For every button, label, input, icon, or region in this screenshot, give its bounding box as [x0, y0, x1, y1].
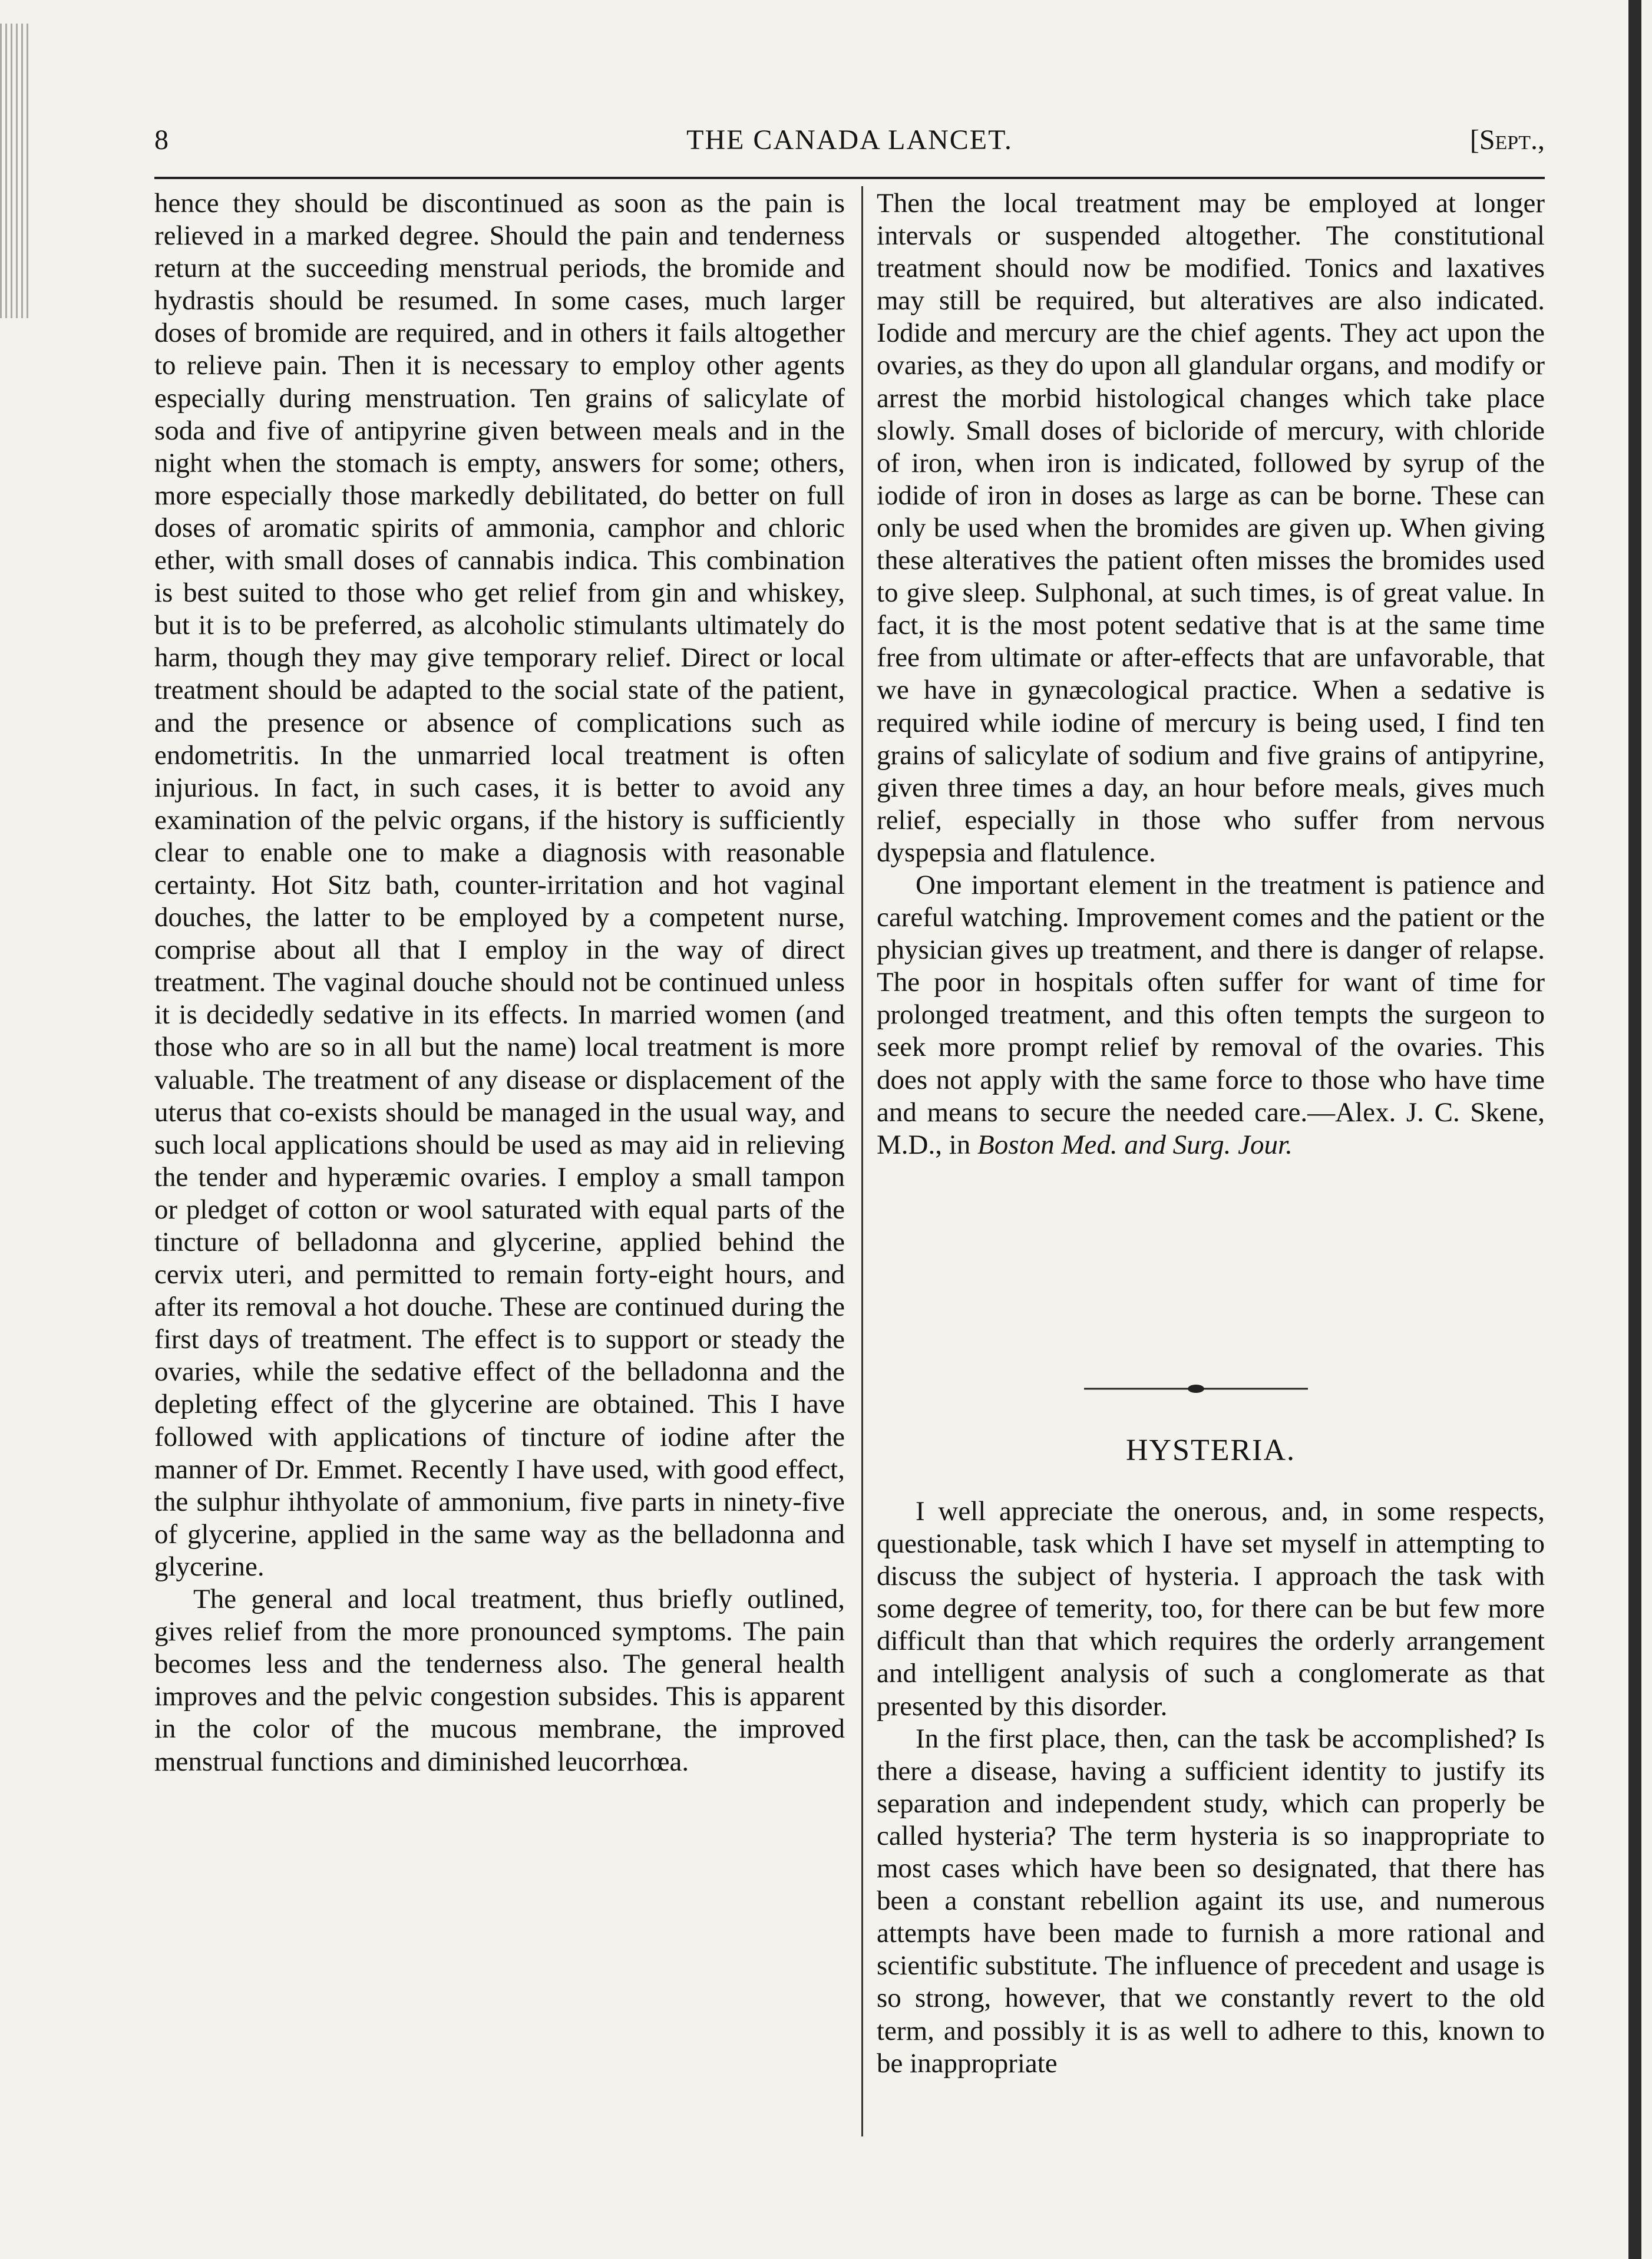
- left-column: [154, 187, 845, 1778]
- left-paragraph-2: The general and local treatment, thus briefly outlined, gives relief from the more pronounced symptoms. The pain becomes less and the tenderness also. The general health improves and the pelvic congestion subsides. This is apparent in the color of the mucous membrane, the improved menstrual functions and diminished leucorrhœa.: [154, 1584, 845, 1777]
- hysteria-paragraph-2: In the first place, then, can the task be accomplished? Is there a disease, having a sufficient identity to justify its separation and independent study, which can properly be called hysteria? The term hysteria is so inappropriate to most cases which have been so designated, that there has been a constant rebellion againt its use, and numerous attempts have been made to furnish a more rational and scientific substitute. The influence of precedent and usage is so strong, however, that we constantly revert to the old term, and possibly it is as well to adhere to this, known to be inappropriate: [877, 1723, 1545, 2079]
- page-number: 8: [154, 124, 168, 156]
- right-paragraph-2: [877, 869, 1545, 1161]
- section-title: HYSTERIA.: [1125, 1434, 1296, 1467]
- hysteria-paragraph-1: I well appreciate the onerous, and, in some respects, questionable, task which I have set myself in attempting to discuss the subject of hysteria. I approach the task with some degree of temerity, too, for there can be but few more difficult than that which requires the orderly arrangement and intelligent analysis of such a conglomerate as that presented by this disorder.: [877, 1496, 1545, 1722]
- section-ornament: [1084, 1382, 1308, 1396]
- right-paragraph-1: Then the local treatment may be employed at longer intervals or suspended altogether. The constitutional treatment should now be modified. Tonics and laxatives may still be required, but alteratives are also indicated. Iodide and mercury are the chief agents. They act upon the ovaries, as they do upon all glandular organs, and modify or arrest the morbid histological changes which take place slowly. Small doses of bicloride of mercury, with chloride of iron, when iron is indicated, followed by syrup of the iodide of iron in doses as large as can be borne. These can only be used when the bromides are given up. When giving these alteratives the patient often misses the bromides used to give sleep. Sulphonal, at such times, is of great value. In fact, it is the most potent sedative that is at the same time free from ultimate or after-effects that are unfavorable, that we have in gynæcological practice. When a sedative is required while iodine of mercury is being used, I find ten grains of salicylate of sodium and five grains of antipyrine, given three times a day, an hour before meals, gives much relief, especially in those who suffer from nervous dyspepsia and flatulence.: [877, 188, 1545, 868]
- running-header: [154, 124, 1545, 165]
- journal-title: THE CANADA LANCET.: [686, 124, 1013, 156]
- issue-date: [Sept.,: [1469, 124, 1545, 156]
- right-paragraph-2-text: One important element in the treatment is patience and careful watching. Improvement comes and the patient or the physician gives up treatment, and there is danger of relapse. The poor in hospitals often suffer for want of time for prolonged treatment, and this often tempts the surgeon to seek more prompt relief by removal of the ovaries. This does not apply with the same force to those who have time and means to secure the needed care.—Alex. J. C. Skene, M.D., in: [877, 869, 1545, 1160]
- left-paragraph-1: hence they should be discontinued as soon as the pain is relieved in a marked degree. Should the pain and tenderness return at the succeeding menstrual periods, the bromide and hydrastis should be resumed. In some cases, much larger doses of bromide are required, and in others it fails altogether to relieve pain. Then it is necessary to employ other agents especially during menstruation. Ten grains of salicylate of soda and five of antipyrine given between meals and in the night when the stomach is empty, answers for some; others, more especially those markedly debilitated, do better on full doses of aromatic spirits of ammonia, camphor and chloric ether, with small doses of cannabis indica. This combination is best suited to those who get relief from gin and whiskey, but it is to be preferred, as alcoholic stimulants ultimately do harm, though they may give temporary relief. Direct or local treatment should be adapted to the social state of the patient, and the presence or absence of complications such as endometritis. In the unmarried local treatment is often injurious. In fact, in such cases, it is better to avoid any examination of the pelvic organs, if the history is sufficiently clear to enable one to make a diagnosis with reasonable certainty. Hot Sitz bath, counter-irritation and hot vaginal douches, the latter to be employed by a competent nurse, comprise about all that I employ in the way of direct treatment. The vaginal douche should not be continued unless it is decidedly sedative in its effects. In married women (and those who are so in all but the name) local treatment is more valuable. The treatment of any disease or displacement of the uterus that co-exists should be managed in the usual way, and such local applications should be used as may aid in relieving the tender and hyperæmic ovaries. I employ a small tampon or pledget of cotton or wool saturated with equal parts of the tincture of belladonna and glycerine, applied behind the cervix uteri, and permitted to remain forty-eight hours, and after its removal a hot douche. These are continued during the first days of treatment. The effect is to support or steady the ovaries, while the sedative effect of the belladonna and the depleting effect of the glycerine are obtained. This I have followed with applications of tincture of iodine after the manner of Dr. Emmet. Recently I have used, with good effect, the sulphur ihthyolate of ammonium, five parts in ninety-five of glycerine, applied in the same way as the belladonna and glycerine.: [154, 188, 845, 1582]
- header-rule: [154, 177, 1545, 179]
- citation-source: Boston Med. and Surg. Jour.: [977, 1129, 1293, 1160]
- binding-edge: [0, 24, 28, 318]
- column-divider: [861, 186, 863, 2136]
- page-edge-shadow: [1628, 0, 1641, 2259]
- hysteria-article: [877, 1495, 1545, 2080]
